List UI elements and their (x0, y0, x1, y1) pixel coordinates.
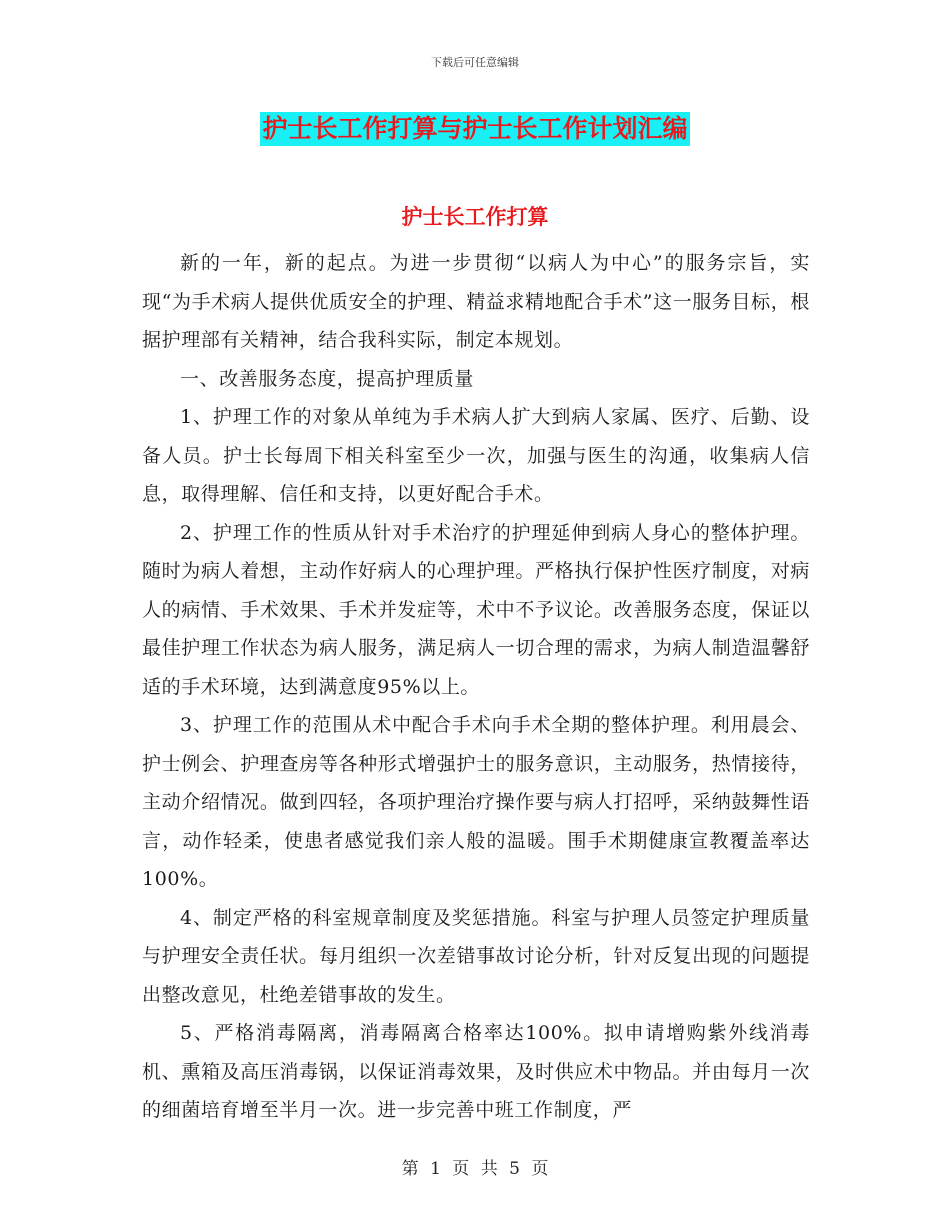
page-footer: 第 1 页 共 5 页 (401, 1159, 549, 1179)
document-title-container (0, 112, 950, 146)
header-note: 下载后可任意编辑 (431, 56, 519, 69)
paragraph-item-1: 1、护理工作的对象从单纯为手术病人扩大到病人家属、医疗、后勤、设备人员。护士长每周下相关科室至少一次，加强与医生的沟通，收集病人信息，取得理解、信任和支持，以更好配合手术。 (142, 406, 810, 505)
paragraph-intro: 新的一年，新的起点。为进一步贯彻“以病人为中心”的服务宗旨，实现“为手术病人提供优质安全的护理、精益求精地配合手术”这一服务目标，根据护理部有关精神，结合我科实际，制定本规划。 (142, 252, 810, 351)
section-title: 护士长工作打算 (401, 204, 549, 229)
document-body (142, 244, 810, 1130)
paragraph-item-5: 5、严格消毒隔离，消毒隔离合格率达100%。拟申请增购紫外线消毒机、熏箱及高压消毒锅，以保证消毒效果，及时供应术中物品。并由每月一次的细菌培育增至半月一次。进一步完善中班工作制度，严 (142, 1022, 810, 1121)
paragraph-heading-1: 一、改善服务态度，提高护理质量 (180, 367, 475, 390)
paragraph-item-4: 4、制定严格的科室规章制度及奖惩措施。科室与护理人员签定护理质量与护理安全责任状。每月组织一次差错事故讨论分析，针对反复出现的问题提出整改意见，杜绝差错事故的发生。 (142, 906, 810, 1006)
document-title: 护士长工作打算与护士长工作计划汇编 (260, 112, 689, 146)
paragraph-item-2: 2、护理工作的性质从针对手术治疗的护理延伸到病人身心的整体护理。随时为病人着想，主动作好病人的心理护理。严格执行保护性医疗制度，对病人的病情、手术效果、手术并发症等，术中不予议论。改善服务态度，保证以最佳护理工作状态为病人服务，满足病人一切合理的需求，为病人制造温馨舒适的手术环境，达到满意度95%以上。 (142, 521, 810, 698)
paragraph-item-3: 3、护理工作的范围从术中配合手术向手术全期的整体护理。利用晨会、护士例会、护理查房等各种形式增强护士的服务意识，主动服务，热情接待，主动介绍情况。做到四轻，各项护理治疗操作要与病人打招呼，采纳鼓舞性语言，动作轻柔，使患者感觉我们亲人般的温暖。围手术期健康宣教覆盖率达100%。 (142, 714, 810, 890)
